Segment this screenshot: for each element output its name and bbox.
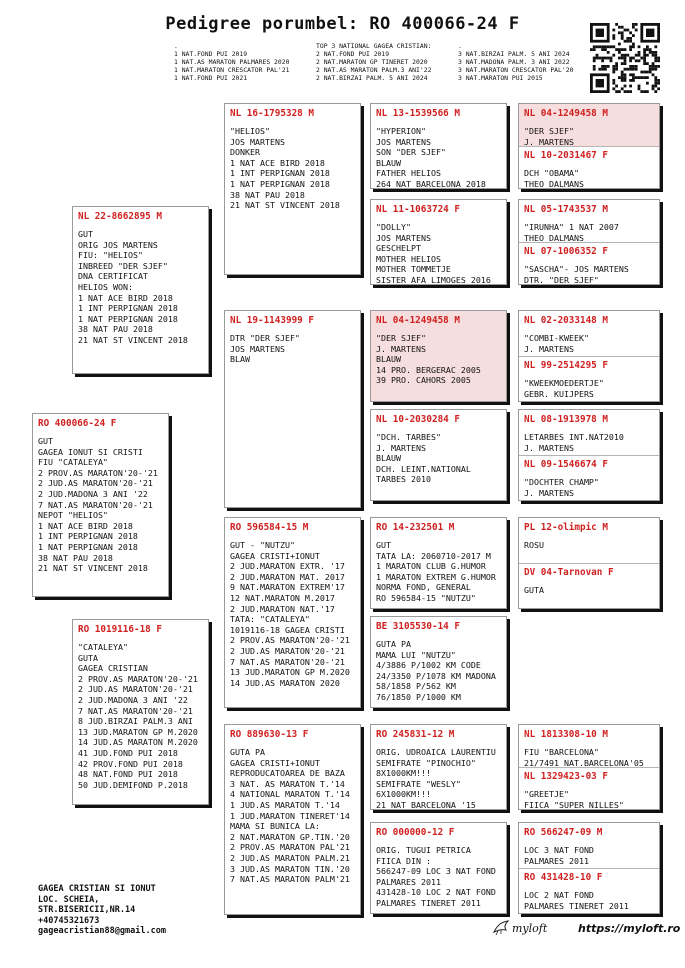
pigeon-detail: FIU: "HELIOS" xyxy=(78,250,143,261)
pigeon-detail: 6X1000KM!!! xyxy=(376,789,431,800)
award-line: 3 NAT.MARATON PUI 2015 xyxy=(458,74,543,83)
pigeon-detail: 1019116-18 GAGEA CRISTI xyxy=(230,624,345,635)
pigeon-detail: GUT xyxy=(38,436,53,446)
awards-col-1 xyxy=(174,42,289,82)
ring-number: NL 09-1546674 F xyxy=(524,459,608,470)
pigeon-detail: GUT - "NUTZU" xyxy=(230,540,295,550)
pigeon-detail: 1 INT PERPIGNAN 2018 xyxy=(38,531,138,542)
pigeon-detail: "DOLLY" xyxy=(376,222,411,232)
pigeon-card-g5[interactable] xyxy=(370,517,507,609)
pigeon-detail: 21/7491 NAT.BARCELONA'05 xyxy=(524,757,644,767)
pigeon-detail: 8X1000KM!!! xyxy=(376,768,431,779)
ring-number: NL 08-1913978 M xyxy=(524,414,608,425)
contact-line: STR.BISERICII,NR.14 xyxy=(38,905,136,915)
pigeon-detail: FATHER HELIOS xyxy=(376,168,441,179)
pigeon-detail: 2 JUD.MADONA 3 ANI '22 xyxy=(78,694,188,705)
pigeon-detail: TARBES 2010 xyxy=(376,474,431,485)
pigeon-detail: ORIG JOS MARTENS xyxy=(78,239,158,250)
pigeon-detail: "HYPERION" xyxy=(376,126,426,136)
pigeon-detail: 38 NAT PAU 2018 xyxy=(78,324,153,335)
ring-number: NL 16-1795328 M xyxy=(230,108,314,119)
pigeon-detail: 1 MARATON EXTREM G.HUMOR xyxy=(376,571,496,582)
pigeon-detail: FIU "BARCELONA" xyxy=(524,747,599,757)
pigeon-entry xyxy=(519,146,659,188)
pigeon-detail: TATA: "CATALEYA" xyxy=(230,614,310,625)
pigeon-detail: 1 NAT ACE BIRD 2018 xyxy=(38,520,133,531)
ring-number: BE 3105530-14 F xyxy=(376,621,460,632)
award-line: . xyxy=(174,42,178,50)
pigeon-detail: 2 JUD.MADONA 3 ANI '22 xyxy=(38,488,148,499)
pigeon-entry xyxy=(371,311,506,401)
pigeon-detail: 1 NAT PERPIGNAN 2018 xyxy=(230,178,330,189)
ring-number: NL 02-2033148 M xyxy=(524,315,608,326)
pigeon-detail: 4 NATIONAL MARATON T.'14 xyxy=(230,789,350,800)
pigeon-detail: 3 NAT. AS MARATON T.'14 xyxy=(230,778,345,789)
pigeon-detail: DCH. LEINT.NATIONAL xyxy=(376,463,471,474)
pigeon-card-sd[interactable] xyxy=(224,310,361,508)
pigeon-detail: "DCH. TARBES" xyxy=(376,432,441,442)
pigeon-card-g1[interactable] xyxy=(370,103,507,189)
pigeon-detail: 2 NAT.MARATON GP.TIN.'20 xyxy=(230,831,350,842)
pigeon-detail: REPRODUCATOAREA DE BAZA xyxy=(230,768,345,779)
award-line: 2 NAT.AS MARATON PALM.3 ANI'22 xyxy=(316,66,432,75)
pigeon-detail: 12 NAT.MARATON M.2017 xyxy=(230,592,335,603)
pigeon-card-gg8[interactable] xyxy=(518,822,660,914)
pigeon-entry xyxy=(225,104,360,274)
pigeon-detail: 2 PROV.AS MARATON'20-'21 xyxy=(78,673,198,684)
pigeon-detail: 8 JUD.BIRZAI PALM.3 ANI xyxy=(78,716,193,727)
contact-line: GAGEA CRISTIAN SI IONUT xyxy=(38,884,156,894)
pigeon-entry xyxy=(73,207,208,373)
pigeon-detail: RO 596584-15 "NUTZU" xyxy=(376,592,476,603)
pigeon-entry xyxy=(73,620,208,804)
pigeon-detail: 41 JUD.FOND PUI 2018 xyxy=(78,747,178,758)
pigeon-entry xyxy=(225,311,360,507)
pigeon-detail: MOTHER HELIOS xyxy=(376,253,441,264)
pigeon-detail: GUTA PA xyxy=(376,639,411,649)
pigeon-entry xyxy=(519,311,659,356)
pigeon-detail: 48 NAT.FOND PUI 2018 xyxy=(78,769,178,780)
ring-number: NL 1329423-03 F xyxy=(524,771,608,782)
pigeon-entry xyxy=(519,200,659,242)
pigeon-detail: 431428-10 LOC 2 NAT FOND xyxy=(376,887,496,898)
pigeon-detail: GESCHELPT xyxy=(376,243,421,254)
pigeon-detail: "DER SJEF" xyxy=(524,126,574,136)
ring-number: RO 14-232501 M xyxy=(376,522,455,533)
award-line: 2 NAT.BIRZAI PALM. 5 ANI 2024 xyxy=(316,74,428,83)
pigeon-detail: 7 NAT.AS MARATON'20-'21 xyxy=(230,656,345,667)
pigeon-detail: J. MARTENS xyxy=(524,487,574,498)
ring-number: RO 431428-10 F xyxy=(524,872,603,883)
pigeon-detail: 2 JUD.MARATON EXTR. '17 xyxy=(230,561,345,572)
pigeon-detail: J. MARTENS xyxy=(524,343,574,354)
pigeon-detail: 42 PROV.FOND PUI 2018 xyxy=(78,758,183,769)
pigeon-detail: MAMA SI BUNICA LA: xyxy=(230,821,320,832)
pigeon-detail: FIICA DIN : xyxy=(376,855,431,866)
pigeon-detail: NEPOT "HELIOS" xyxy=(38,510,108,521)
pigeon-card-dd[interactable] xyxy=(224,724,361,915)
pigeon-card-sire[interactable] xyxy=(72,206,209,374)
pigeon-detail: 1 MARATON CLUB G.HUMOR xyxy=(376,561,486,572)
pigeon-detail: 7 NAT.AS MARATON'20-'21 xyxy=(78,705,193,716)
pigeon-detail: THEO DALMANS xyxy=(524,178,584,188)
pigeon-detail: "DOCHTER CHAMP" xyxy=(524,477,599,487)
pigeon-detail: "DER SJEF" xyxy=(376,333,426,343)
pigeon-detail: 1 NAT PERPIGNAN 2018 xyxy=(78,313,178,324)
pigeon-detail: 1 NAT ACE BIRD 2018 xyxy=(78,292,173,303)
ring-number: NL 10-2031467 F xyxy=(524,150,608,161)
pigeon-detail: DONKER xyxy=(230,147,260,158)
pigeon-detail: LOC 2 NAT FOND xyxy=(524,890,594,900)
pigeon-detail: 2 PROV.AS MARATON'20-'21 xyxy=(38,467,158,478)
pigeon-entry xyxy=(519,455,659,500)
pigeon-entry xyxy=(519,563,659,608)
pigeon-entry xyxy=(371,410,506,500)
pigeon-detail: LOC 3 NAT FOND xyxy=(524,845,594,855)
pigeon-entry xyxy=(519,518,659,563)
pigeon-card-g4[interactable] xyxy=(370,409,507,501)
pigeon-detail: GAGEA CRISTI+IONUT xyxy=(230,550,320,561)
award-line: 3 NAT.MARATON CRESCATOR PAL'20 xyxy=(458,66,574,75)
pigeon-detail: DTR "DER SJEF" xyxy=(230,333,300,343)
pigeon-card-gg5[interactable] xyxy=(518,517,660,609)
pigeon-detail: BLAUW xyxy=(376,354,401,365)
pigeon-detail: 1 NAT PERPIGNAN 2018 xyxy=(38,541,138,552)
pigeon-detail: 1 JUD.MARATON TINERET'14 xyxy=(230,810,350,821)
ring-number: NL 04-1249458 M xyxy=(376,315,460,326)
ring-number: PL 12-olimpic M xyxy=(524,522,608,533)
pigeon-detail: PALMARES TINERET 2011 xyxy=(376,897,481,908)
pigeon-card-gg1[interactable] xyxy=(518,103,660,189)
pigeon-detail: J. MARTENS xyxy=(524,442,574,453)
pigeon-detail: TATA LA: 2060710-2017 M xyxy=(376,550,491,561)
pigeon-detail: 24/3350 P/1078 KM MADONA xyxy=(376,670,496,681)
pigeon-detail: THEO DALMANS xyxy=(524,232,584,242)
pigeon-detail: BLAW xyxy=(230,354,250,365)
pigeon-entry xyxy=(519,767,659,809)
ring-number: NL 1813308-10 M xyxy=(524,729,608,740)
qr-code-icon[interactable] xyxy=(590,23,660,93)
pigeon-detail: "SASCHA"- JOS MARTENS xyxy=(524,264,629,274)
pigeon-card-gg2[interactable] xyxy=(518,199,660,285)
pigeon-detail: "GREETJE" xyxy=(524,789,569,799)
pigeon-entry xyxy=(33,414,168,596)
pigeon-detail: SEMIFRATE "WESLY" xyxy=(376,778,461,789)
pigeon-detail: 21 NAT ST VINCENT 2018 xyxy=(230,200,340,211)
pigeon-detail: 21 NAT ST VINCENT 2018 xyxy=(78,334,188,345)
ring-number: RO 596584-15 M xyxy=(230,522,309,533)
pigeon-detail: 39 PRO. CAHORS 2005 xyxy=(376,375,471,386)
pigeon-card-subject[interactable] xyxy=(32,413,169,597)
pigeon-card-g8[interactable] xyxy=(370,822,507,914)
pigeon-detail: 2 JUD.AS MARATON'20-'21 xyxy=(230,645,345,656)
pigeon-detail: GEBR. KUIJPERS xyxy=(524,388,594,399)
pigeon-detail: NORMA FOND, GENERAL xyxy=(376,582,471,593)
awards-col-3 xyxy=(458,42,573,82)
pigeon-detail: 58/1858 P/562 KM xyxy=(376,681,456,692)
award-line: 1 NAT.FOND PUI 2021 xyxy=(174,74,248,83)
pigeon-card-g3[interactable] xyxy=(370,310,507,402)
pigeon-detail: 1 NAT ACE BIRD 2018 xyxy=(230,157,325,168)
pigeon-card-ds[interactable] xyxy=(224,517,361,708)
pigeon-detail: 2 PROV.AS MARATON PAL'21 xyxy=(230,842,350,853)
pigeon-detail: 76/1850 P/1000 KM xyxy=(376,691,461,702)
pigeon-detail: 2 JUD.AS MARATON PALM.21 xyxy=(230,852,350,863)
ring-number: NL 07-1006352 F xyxy=(524,246,608,257)
award-line: 3 NAT.BIRZAI PALM. 5 ANI 2024 xyxy=(458,50,570,59)
pigeon-entry xyxy=(371,617,506,707)
pigeon-entry xyxy=(371,200,506,284)
pigeon-detail: 38 NAT PAU 2018 xyxy=(230,189,305,200)
award-line: TOP 3 NATIONAL GAGEA CRISTIAN: xyxy=(316,42,432,50)
pigeon-card-ss[interactable] xyxy=(224,103,361,275)
pigeon-detail: GUTA xyxy=(78,652,98,663)
pigeon-entry xyxy=(371,104,506,188)
pigeon-detail: 13 JUD.MARATON GP M.2020 xyxy=(230,667,350,678)
pigeon-detail: FIU "CATALEYA" xyxy=(38,457,108,468)
ring-number: NL 99-2514295 F xyxy=(524,360,608,371)
pigeon-detail: 50 JUD.DEMIFOND P.2018 xyxy=(78,779,188,790)
pigeon-detail: HELIOS WON: xyxy=(78,281,133,292)
pigeon-detail: GAGEA CRISTI+IONUT xyxy=(230,757,320,768)
pigeon-detail: BLAUW xyxy=(376,453,401,464)
award-line: 1 NAT.MARATON CRESCATOR PAL'21 xyxy=(174,66,290,75)
award-line: . xyxy=(458,42,462,50)
contact-line: LOC. SCHEIA, xyxy=(38,894,100,905)
pigeon-detail: "COMBI-KWEEK" xyxy=(524,333,589,343)
pigeon-detail: ROSU xyxy=(524,540,544,550)
pigeon-detail: 264 NAT BARCELONA 2018 xyxy=(376,178,486,188)
pigeon-detail: GAGEA IONUT SI CRISTI xyxy=(38,446,143,457)
pigeon-entry xyxy=(519,356,659,401)
award-line: 1 NAT.FOND PUI 2019 xyxy=(174,50,248,59)
pigeon-detail: JOS MARTENS xyxy=(376,136,431,147)
pigeon-detail: PALMARES 2011 xyxy=(376,876,441,887)
pigeon-card-g6[interactable] xyxy=(370,616,507,708)
pigeon-detail: 21 NAT BARCELONA '15 xyxy=(376,799,476,809)
pigeon-detail: J. MARTENS xyxy=(376,343,426,354)
pigeon-detail: 14 PRO. BERGERAC 2005 xyxy=(376,364,481,375)
ring-number: NL 13-1539566 M xyxy=(376,108,460,119)
ring-number: NL 22-8662895 M xyxy=(78,211,162,222)
pigeon-card-g2[interactable] xyxy=(370,199,507,285)
ring-number: RO 1019116-18 F xyxy=(78,624,162,635)
pigeon-entry xyxy=(519,410,659,455)
pigeon-detail: 2 JUD.MARATON NAT.'17 xyxy=(230,603,335,614)
pigeon-detail: 1 INT PERPIGNAN 2018 xyxy=(78,303,178,314)
pigeon-detail: DCH "OBAMA" xyxy=(524,168,579,178)
ring-number: RO 566247-09 M xyxy=(524,827,603,838)
pigeon-detail: 14 JUD.AS MARATON M.2020 xyxy=(78,737,198,748)
award-line: 2 NAT.FOND PUI 2019 xyxy=(316,50,390,59)
ring-number: RO 245831-12 M xyxy=(376,729,455,740)
pigeon-entry xyxy=(371,518,506,608)
pigeon-detail: JOS MARTENS xyxy=(376,232,431,243)
pigeon-detail: DTR. "DER SJEF" xyxy=(524,274,599,284)
pigeon-detail: FIICA "SUPER NILLES" xyxy=(524,799,624,809)
pigeon-entry xyxy=(519,242,659,284)
pigeon-detail: 2 JUD.MARATON MAT. 2017 xyxy=(230,571,345,582)
pigeon-detail: JOS MARTENS xyxy=(230,343,285,354)
pigeon-detail: ORIG. UDROAICA LAURENTIU xyxy=(376,747,496,757)
ring-number: NL 10-2030284 F xyxy=(376,414,460,425)
ring-number: NL 05-1743537 M xyxy=(524,204,608,215)
awards-col-2 xyxy=(316,42,431,82)
pigeon-entry xyxy=(225,725,360,914)
pigeon-detail: 2 PROV.AS MARATON'20-'21 xyxy=(230,635,350,646)
pigeon-detail: SON "DER SJEF" xyxy=(376,147,446,158)
pigeon-detail: "CATALEYA" xyxy=(78,642,128,652)
pigeon-detail: 2 JUD.AS MARATON'20-'21 xyxy=(78,684,193,695)
pigeon-detail: "IRUNHA" 1 NAT 2007 xyxy=(524,222,619,232)
pigeon-detail: 13 JUD.MARATON GP M.2020 xyxy=(78,726,198,737)
award-line: 2 NAT.MARATON GP TINERET 2020 xyxy=(316,58,428,67)
ring-number: NL 11-1063724 F xyxy=(376,204,460,215)
pigeon-detail: "HELIOS" xyxy=(230,126,270,136)
pigeon-detail: 14 JUD.AS MARATON 2020 xyxy=(230,677,340,688)
pigeon-detail: JOS MARTENS xyxy=(230,136,285,147)
pigeon-detail: ORIG. TUGUI PETRICA xyxy=(376,845,471,855)
pigeon-detail: DNA CERTIFICAT xyxy=(78,271,148,282)
pigeon-detail: GUTA PA xyxy=(230,747,265,757)
pigeon-detail: 7 NAT.AS MARATON'20-'21 xyxy=(38,499,153,510)
pigeon-detail: MAMA LUI "NUTZU" xyxy=(376,649,456,660)
pigeon-detail: LETARBES INT.NAT2010 xyxy=(524,432,624,442)
pigeon-detail: GUT xyxy=(78,229,93,239)
pigeon-detail: 3 JUD.AS MARATON TIN.'20 xyxy=(230,863,350,874)
pigeon-detail: J. MARTENS xyxy=(524,136,574,146)
pigeon-detail: "KWEEKMOEDERTJE" xyxy=(524,378,604,388)
pigeon-detail: PALMARES TINERET 2011 xyxy=(524,900,629,911)
pigeon-card-g7[interactable] xyxy=(370,724,507,810)
pigeon-card-dam[interactable] xyxy=(72,619,209,805)
pigeon-detail: 9 NAT.MARATON EXTREM'17 xyxy=(230,582,345,593)
pigeon-card-gg7[interactable] xyxy=(518,724,660,810)
pigeon-entry xyxy=(225,518,360,707)
pigeon-detail: 4/3886 P/1002 KM CODE xyxy=(376,660,481,671)
pigeon-detail: 7 NAT.AS MARATON PALM'21 xyxy=(230,874,350,885)
pigeon-card-gg4[interactable] xyxy=(518,409,660,501)
pigeon-detail: MOTHER TOMMETJE xyxy=(376,264,451,275)
pigeon-entry xyxy=(371,823,506,913)
pigeon-detail: SISTER AFA LIMOGES 2016 xyxy=(376,274,491,284)
pigeon-detail: PALMARES 2011 xyxy=(524,855,589,866)
pigeon-detail: 566247-09 LOC 3 NAT FOND xyxy=(376,866,496,877)
ring-number: RO 000000-12 F xyxy=(376,827,455,838)
contact-line: gageacristian88@gmail.com xyxy=(38,926,166,936)
pigeon-detail: BLAUW xyxy=(376,157,401,168)
ring-number: NL 04-1249458 M xyxy=(524,108,608,119)
ring-number: RO 889630-13 F xyxy=(230,729,309,740)
ring-number: DV 04-Tarnovan F xyxy=(524,567,614,578)
pigeon-detail: SEMIFRATE "PINOCHIO" xyxy=(376,757,476,768)
pigeon-logo-icon xyxy=(492,918,512,936)
ring-number: RO 400066-24 F xyxy=(38,418,117,429)
pigeon-detail: GUT xyxy=(376,540,391,550)
breeder-contact xyxy=(38,884,166,937)
pigeon-detail: 1 JUD.AS MARATON T.'14 xyxy=(230,799,340,810)
pigeon-detail: 1 INT PERPIGNAN 2018 xyxy=(230,168,330,179)
pigeon-entry xyxy=(519,868,659,913)
pigeon-entry xyxy=(519,725,659,767)
pigeon-card-gg3[interactable] xyxy=(518,310,660,402)
pigeon-detail: GAGEA CRISTIAN xyxy=(78,663,148,674)
website-link[interactable]: https://myloft.ro xyxy=(578,922,681,935)
ring-number: NL 19-1143999 F xyxy=(230,315,314,326)
award-line: 3 NAT.MADONA PALM. 3 ANI 2022 xyxy=(458,58,570,67)
pigeon-entry xyxy=(519,823,659,868)
pigeon-detail: 2 JUD.AS MARATON'20-'21 xyxy=(38,478,153,489)
pigeon-detail: INBREED "DER SJEF" xyxy=(78,260,168,271)
pigeon-detail: 21 NAT ST VINCENT 2018 xyxy=(38,563,148,574)
pigeon-entry xyxy=(371,725,506,809)
pigeon-detail: J. MARTENS xyxy=(376,442,426,453)
award-line: 1 NAT.AS MARATON PALMARES 2020 xyxy=(174,58,290,67)
page-title: Pedigree porumbel: RO 400066-24 F xyxy=(165,14,520,34)
pigeon-entry xyxy=(519,104,659,146)
pigeon-detail: 38 NAT PAU 2018 xyxy=(38,552,113,563)
contact-line: +40745321673 xyxy=(38,915,100,926)
pigeon-detail: GUTA xyxy=(524,585,544,595)
brand-logo: myloft xyxy=(512,922,548,935)
